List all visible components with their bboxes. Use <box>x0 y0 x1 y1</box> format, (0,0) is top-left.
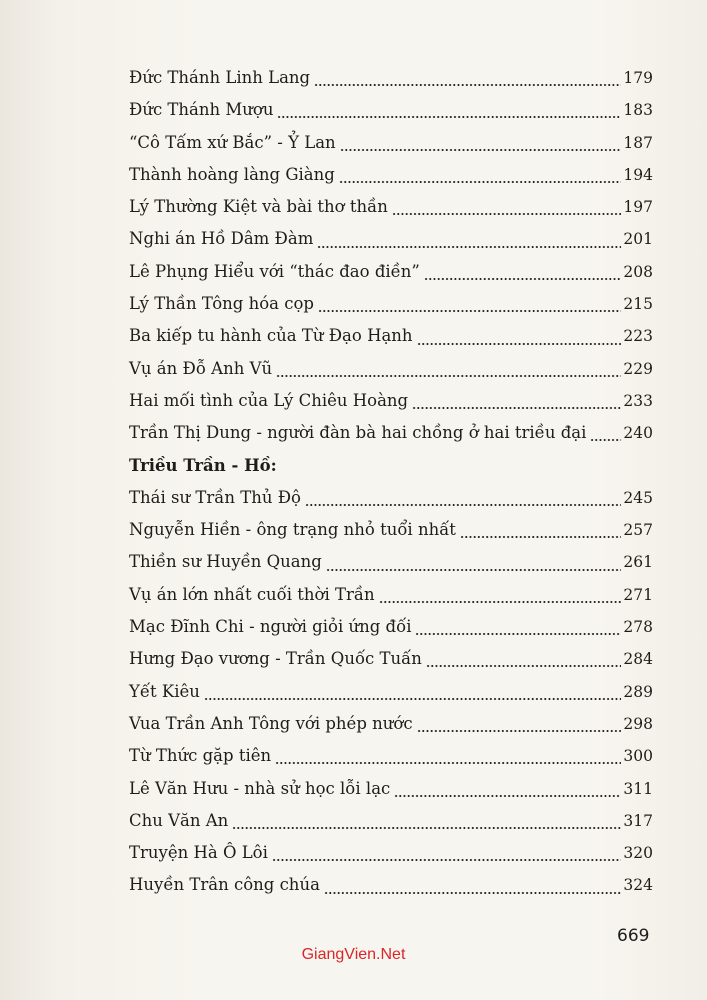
toc-entry-page: 300 <box>623 747 653 766</box>
dot-leader <box>314 83 621 87</box>
toc-entry-page: 187 <box>623 133 653 152</box>
dot-leader <box>277 115 621 119</box>
dot-leader <box>318 309 621 313</box>
toc-group-tran-ho-dynasty <box>129 482 653 902</box>
toc-entry-page: 317 <box>623 811 653 830</box>
toc-entry <box>129 320 653 352</box>
toc-entry-title: Trần Thị Dung - người đàn bà hai chồng ở hai triều đại <box>129 423 587 443</box>
toc-entry-page: 324 <box>623 876 653 895</box>
toc-entry-title: Ba kiếp tu hành của Từ Đạo Hạnh <box>129 326 413 346</box>
toc-entry-page: 271 <box>623 585 653 604</box>
toc-entry-title: Chu Văn An <box>129 810 229 830</box>
toc-entry <box>129 191 653 223</box>
toc-entry <box>129 643 653 675</box>
toc-entry <box>129 94 653 126</box>
dot-leader <box>394 794 621 798</box>
toc-entry <box>129 869 653 901</box>
toc-entry-page: 240 <box>623 424 653 443</box>
toc-entry-title: Thành hoàng làng Giàng <box>129 164 335 184</box>
toc-entry-page: 194 <box>623 165 653 184</box>
dot-leader <box>326 568 622 572</box>
toc-entry-page: 311 <box>623 779 653 798</box>
table-of-contents <box>129 62 653 902</box>
toc-entry-page: 320 <box>623 844 653 863</box>
toc-entry-page: 261 <box>623 553 653 572</box>
toc-entry <box>129 611 653 643</box>
toc-entry-page: 183 <box>623 101 653 120</box>
watermark: GiangVien.Net <box>301 946 406 963</box>
toc-entry-title: Truyện Hà Ô Lôi <box>129 843 268 863</box>
toc-entry-title: Vụ án Đỗ Anh Vũ <box>129 358 273 378</box>
toc-entry-title: Lý Thần Tông hóa cọp <box>129 294 314 314</box>
dot-leader <box>272 858 622 862</box>
toc-entry-page: 278 <box>623 618 653 637</box>
toc-entry-page: 289 <box>623 682 653 701</box>
dot-leader <box>417 729 622 733</box>
dot-leader <box>232 826 621 830</box>
dot-leader <box>275 761 621 765</box>
dot-leader <box>317 245 621 249</box>
toc-entry-title: Hai mối tình của Lý Chiêu Hoàng <box>129 390 409 410</box>
dot-leader <box>412 406 621 410</box>
dot-leader <box>340 148 622 152</box>
toc-entry-page: 257 <box>623 521 653 540</box>
toc-entry-page: 284 <box>623 650 653 669</box>
dot-leader <box>305 503 621 507</box>
toc-entry <box>129 159 653 191</box>
toc-entry-title: Thái sư Trần Thủ Độ <box>129 487 301 507</box>
toc-entry-title: Từ Thức gặp tiên <box>129 746 272 766</box>
toc-entry-title: “Cô Tấm xứ Bắc” - Ỷ Lan <box>129 132 336 152</box>
toc-entry-title: Đức Thánh Linh Lang <box>129 68 311 87</box>
toc-entry <box>129 288 653 320</box>
toc-entry-title: Đức Thánh Mượu <box>129 100 274 120</box>
toc-entry <box>129 62 653 94</box>
toc-entry <box>129 837 653 869</box>
toc-entry-page: 208 <box>623 262 653 281</box>
dot-leader <box>324 891 622 895</box>
toc-entry-title: Lê Phụng Hiểu với “thác đao điền” <box>129 261 420 281</box>
toc-entry <box>129 256 653 288</box>
toc-entry <box>129 740 653 772</box>
dot-leader <box>424 277 622 281</box>
toc-entry <box>129 579 653 611</box>
toc-entry-page: 197 <box>623 198 653 217</box>
toc-entry <box>129 514 653 546</box>
toc-group-ly-dynasty <box>129 62 653 450</box>
toc-entry-title: Nghi án Hồ Dâm Đàm <box>129 229 314 249</box>
page-number: 669 <box>617 926 650 946</box>
toc-entry-title: Vụ án lớn nhất cuối thời Trần <box>129 584 375 604</box>
dot-leader <box>379 600 622 604</box>
section-heading: Triều Trần - Hồ: <box>129 455 277 475</box>
toc-entry-title: Lê Văn Hưu - nhà sử học lỗi lạc <box>129 778 391 798</box>
toc-entry-page: 245 <box>623 488 653 507</box>
dot-leader <box>460 535 621 539</box>
toc-entry <box>129 417 653 449</box>
toc-entry <box>129 127 653 159</box>
dot-leader <box>339 180 622 184</box>
toc-entry <box>129 223 653 255</box>
dot-leader <box>590 438 621 442</box>
toc-entry-title: Nguyễn Hiền - ông trạng nhỏ tuổi nhất <box>129 520 456 540</box>
toc-entry <box>129 708 653 740</box>
dot-leader <box>426 664 622 668</box>
toc-entry-title: Vua Trần Anh Tông với phép nước <box>129 713 413 733</box>
toc-entry-page: 233 <box>623 391 653 410</box>
toc-entry-title: Hưng Đạo vương - Trần Quốc Tuấn <box>129 649 422 669</box>
toc-entry-title: Lý Thường Kiệt và bài thơ thần <box>129 197 388 217</box>
toc-entry-page: 229 <box>623 359 653 378</box>
toc-entry <box>129 546 653 578</box>
dot-leader <box>204 697 621 701</box>
dot-leader <box>417 342 622 346</box>
toc-entry-page: 201 <box>623 230 653 249</box>
toc-entry-title: Yết Kiêu <box>129 681 200 701</box>
dot-leader <box>392 212 622 216</box>
toc-entry <box>129 482 653 514</box>
toc-entry-page: 223 <box>623 327 653 346</box>
toc-entry-page: 298 <box>623 714 653 733</box>
toc-entry-title: Huyền Trân công chúa <box>129 875 320 895</box>
toc-entry <box>129 805 653 837</box>
toc-entry <box>129 353 653 385</box>
toc-entry-title: Mạc Đĩnh Chi - người giỏi ứng đối <box>129 617 412 637</box>
toc-entry <box>129 773 653 805</box>
toc-entry-title: Thiền sư Huyền Quang <box>129 552 322 572</box>
toc-entry <box>129 676 653 708</box>
toc-entry-page: 215 <box>623 295 653 314</box>
toc-entry-page: 179 <box>623 69 653 87</box>
toc-entry <box>129 385 653 417</box>
dot-leader <box>276 374 621 378</box>
dot-leader <box>415 632 621 636</box>
